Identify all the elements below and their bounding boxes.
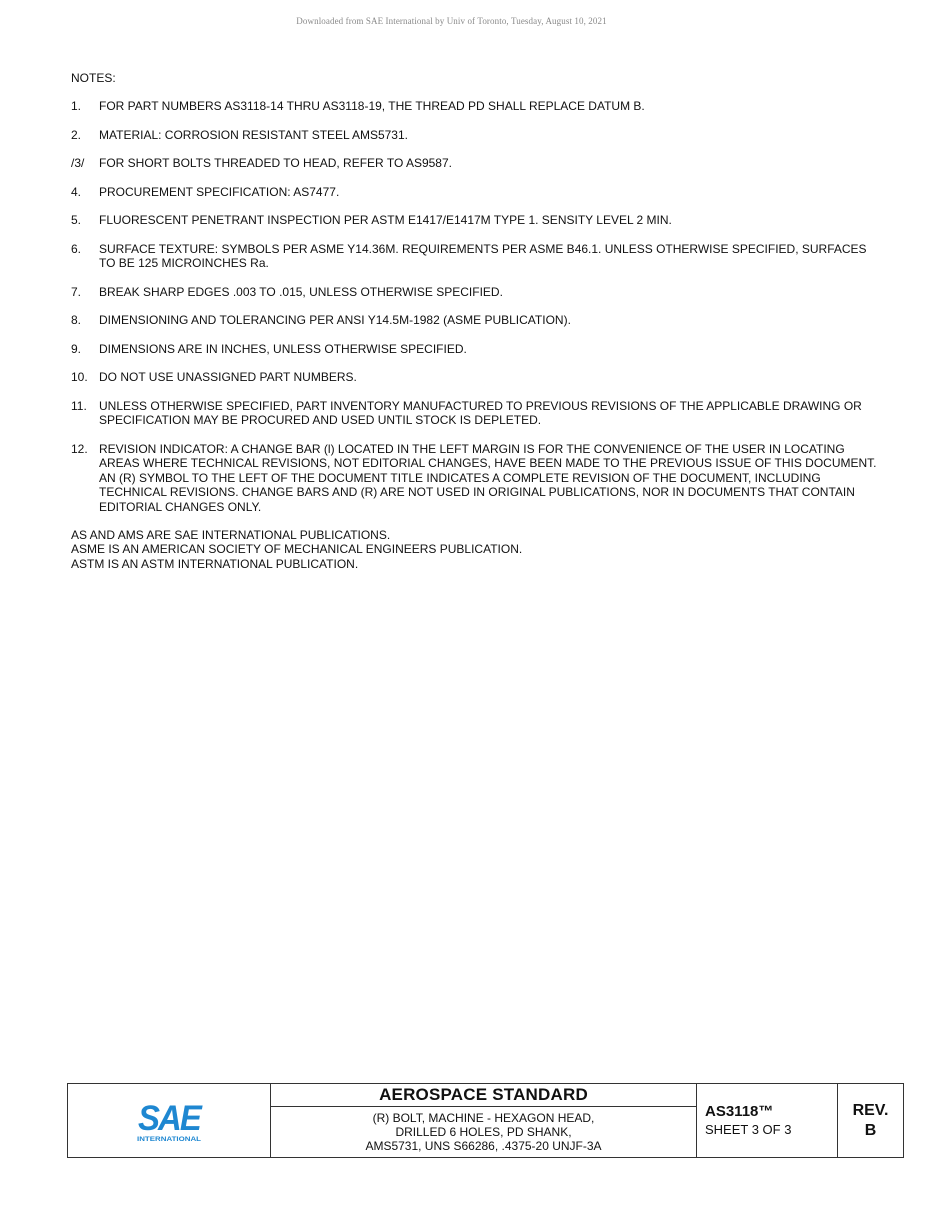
note-number: 8. (71, 313, 82, 327)
note-number: /3/ (71, 156, 85, 170)
note-number: 4. (71, 184, 82, 199)
title-line: DRILLED 6 HOLES, PD SHANK, (395, 1124, 572, 1139)
note-text: DIMENSIONING AND TOLERANCING PER ANSI Y14.5M-1982 (ASME PUBLICATION). (99, 313, 571, 327)
note-number: 12. (71, 441, 88, 456)
note-number: 1. (71, 99, 82, 113)
note-item (71, 156, 881, 171)
note-item (71, 128, 881, 143)
revision-value: B (864, 1121, 877, 1139)
note-text: DO NOT USE UNASSIGNED PART NUMBERS. (99, 370, 357, 384)
title-block (67, 1083, 904, 1158)
sheet-number: SHEET 3 OF 3 (705, 1122, 792, 1137)
publication-line: AS AND AMS ARE SAE INTERNATIONAL PUBLICATIONS. (71, 528, 391, 542)
note-text: DIMENSIONS ARE IN INCHES, UNLESS OTHERWISE SPECIFIED. (99, 341, 467, 356)
note-text: BREAK SHARP EDGES .003 TO .015, UNLESS OTHERWISE SPECIFIED. (99, 284, 503, 299)
note-text: FOR SHORT BOLTS THREADED TO HEAD, REFER TO AS9587. (99, 156, 452, 170)
note-text: MATERIAL: CORROSION RESISTANT STEEL AMS5731. (99, 127, 408, 142)
publication-line: ASME IS AN AMERICAN SOCIETY OF MECHANICAL ENGINEERS PUBLICATION. (71, 542, 523, 557)
logo-wordmark: SAE (138, 1098, 204, 1138)
note-text: UNLESS OTHERWISE SPECIFIED, PART INVENTORY MANUFACTURED TO PREVIOUS REVISIONS OF THE APPLICABLE DRAWING OR SPECIFICATION MAY BE PROCURED AND USED UNTIL STOCK IS DEPLETED. (99, 398, 862, 427)
note-item (71, 99, 881, 114)
note-item (71, 242, 881, 271)
note-item (71, 285, 881, 300)
note-number: 6. (71, 241, 82, 256)
logo-subtext: INTERNATIONAL (137, 1135, 202, 1143)
note-text: FOR PART NUMBERS AS3118-14 THRU AS3118-19, THE THREAD PD SHALL REPLACE DATUM B. (99, 99, 645, 113)
download-banner: Downloaded from SAE International by Univ of Toronto, Tuesday, August 10, 2021 (296, 16, 607, 26)
note-number: 11. (71, 398, 87, 413)
note-text: FLUORESCENT PENETRANT INSPECTION PER ASTM E1417/E1417M TYPE 1. SENSITY LEVEL 2 MIN. (99, 213, 672, 227)
notes-heading: NOTES: (71, 71, 116, 85)
document-number-cell (697, 1084, 838, 1157)
publication-line: ASTM IS AN ASTM INTERNATIONAL PUBLICATION. (71, 556, 359, 571)
title-cell (271, 1084, 697, 1157)
revision-cell (838, 1084, 903, 1157)
note-item (71, 213, 881, 228)
note-text: SURFACE TEXTURE: SYMBOLS PER ASME Y14.36M. REQUIREMENTS PER ASME B46.1. UNLESS OTHERWISE SPECIFIED, SURFACES TO BE 125 MICROINCHES Ra. (99, 241, 867, 270)
sae-logo (134, 1099, 204, 1143)
note-item (71, 399, 881, 428)
logo-cell (68, 1084, 271, 1157)
note-item (71, 370, 881, 385)
publications-list (71, 528, 522, 571)
note-item (71, 342, 881, 357)
document-title (271, 1107, 696, 1157)
title-line: AMS5731, UNS S66286, .4375-20 UNJF-3A (365, 1139, 602, 1154)
title-line: (R) BOLT, MACHINE - HEXAGON HEAD, (372, 1110, 595, 1125)
note-number: 5. (71, 213, 82, 227)
note-text: PROCUREMENT SPECIFICATION: AS7477. (99, 184, 340, 199)
document-number: AS3118™ (705, 1103, 774, 1120)
note-item (71, 185, 881, 200)
revision-label: REV. (852, 1101, 889, 1119)
notes-list (71, 99, 881, 528)
note-item (71, 442, 881, 515)
note-number: 10. (71, 370, 88, 384)
note-item (71, 313, 881, 328)
note-number: 2. (71, 127, 82, 142)
note-number: 9. (71, 341, 82, 356)
document-type-heading: AEROSPACE STANDARD (271, 1084, 696, 1107)
note-number: 7. (71, 284, 82, 299)
note-text: REVISION INDICATOR: A CHANGE BAR (l) LOCATED IN THE LEFT MARGIN IS FOR THE CONVENIENCE OF THE USER IN LOCATING AREAS WHERE TECHNICAL REVISIONS, NOT EDITORIAL CHANGES, HAVE BEEN MADE TO THE PREVIOUS ISSUE OF THIS DOCUMENT. AN (R) SYMBOL TO THE LEFT OF THE DOCUMENT TITLE INDICATES A COMPLETE REVISION OF THE DOCUMENT, INCLUDING TECHNICAL REVISIONS. CHANGE BARS AND (R) ARE NOT USED IN ORIGINAL PUBLICATIONS, NOR IN DOCUMENTS THAT CONTAIN EDITORIAL CHANGES ONLY. (99, 441, 877, 514)
